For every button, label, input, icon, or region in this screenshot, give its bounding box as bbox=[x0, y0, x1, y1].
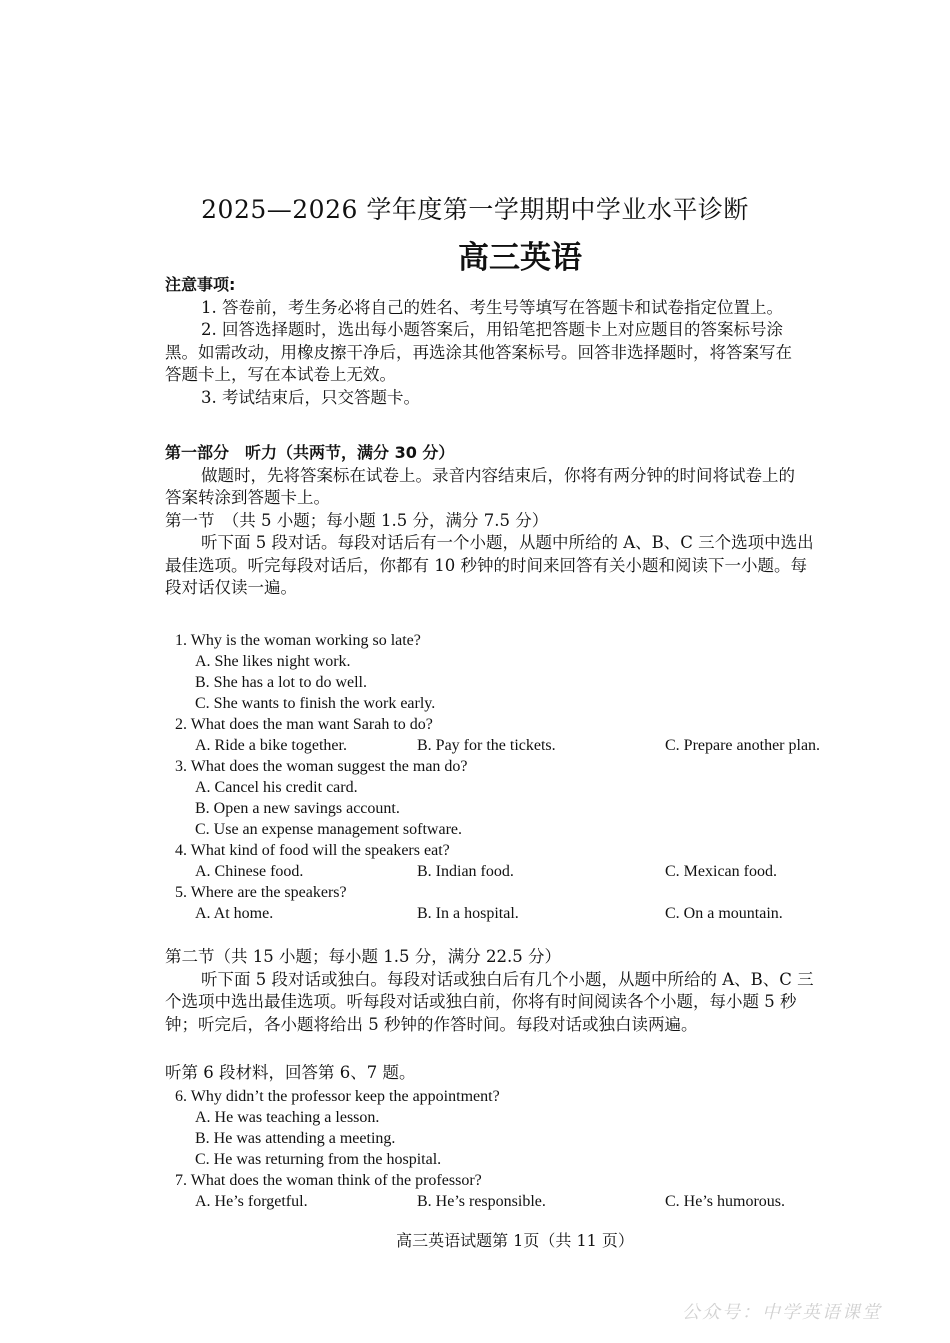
section1-intro-line: 听下面 5 段对话。每段对话后有一个小题，从题中所给的 A、B、C 三个选项中选出 bbox=[201, 533, 814, 552]
section2 bbox=[165, 946, 875, 1036]
notes-item: 1. 答卷前，考生务必将自己的姓名、考生号等填写在答题卡和试卷指定位置上。 bbox=[201, 297, 783, 317]
option-a: A. At home. bbox=[195, 905, 274, 922]
page-footer: 高三英语试题第 1页（共 11 页） bbox=[396, 1231, 634, 1250]
section2-intro-line: 听下面 5 段对话或独白。每段对话或独白后有几个小题，从题中所给的 A、B、C 三 bbox=[201, 969, 814, 989]
option-a: A. Chinese food. bbox=[195, 863, 304, 880]
material-label: 听第 6 段材料，回答第 6、7 题。 bbox=[165, 1063, 416, 1082]
part1-heading: 第一部分 听力（共两节，满分 30 分） bbox=[165, 443, 455, 462]
option-c: C. Use an expense management software. bbox=[195, 821, 463, 838]
question-stem: 2. What does the man want Sarah to do? bbox=[175, 716, 433, 733]
part1-section bbox=[165, 442, 875, 600]
option-a: A. Ride a bike together. bbox=[195, 737, 347, 754]
material-6-heading bbox=[165, 1062, 875, 1085]
option-c: C. Prepare another plan. bbox=[665, 737, 821, 754]
questions-section2 bbox=[175, 1086, 785, 1212]
notes-heading: 注意事项: bbox=[165, 275, 236, 294]
option-row bbox=[175, 861, 777, 882]
option-b: B. Open a new savings account. bbox=[195, 800, 400, 817]
option-b: B. Indian food. bbox=[417, 863, 514, 880]
watermark: 公众号：中学英语课堂 bbox=[682, 1302, 882, 1323]
question-stem: 1. Why is the woman working so late? bbox=[175, 632, 421, 649]
notes-item: 黑。如需改动，用橡皮擦干净后，再选涂其他答案标号。回答非选择题时，将答案写在 bbox=[165, 342, 792, 362]
option-c: C. He’s humorous. bbox=[665, 1193, 785, 1210]
option-row bbox=[175, 1191, 785, 1212]
option-a: A. He was teaching a lesson. bbox=[195, 1109, 380, 1126]
option-a: A. He’s forgetful. bbox=[195, 1193, 308, 1210]
option-b: B. He was attending a meeting. bbox=[195, 1130, 396, 1147]
question-stem: 5. Where are the speakers? bbox=[175, 884, 347, 901]
exam-subject: 高三英语 bbox=[458, 240, 582, 276]
notes-item: 答题卡上，写在本试卷上无效。 bbox=[165, 365, 396, 384]
option-c: C. She wants to finish the work early. bbox=[195, 695, 436, 712]
section1-heading: 第一节 （共 5 小题；每小题 1.5 分，满分 7.5 分） bbox=[165, 510, 549, 530]
section2-intro-line: 钟；听完后，各小题将给出 5 秒钟的作答时间。每段对话或独白读两遍。 bbox=[165, 1014, 698, 1034]
option-row bbox=[175, 735, 821, 756]
option-b: B. In a hospital. bbox=[417, 905, 519, 922]
part1-intro-line: 答案转涂到答题卡上。 bbox=[165, 488, 330, 507]
section2-intro-line: 个选项中选出最佳选项。听每段对话或独白前，你将有时间阅读各个小题，每小题 5 秒 bbox=[165, 992, 797, 1011]
section2-heading: 第二节（共 15 小题；每小题 1.5 分，满分 22.5 分） bbox=[165, 947, 561, 966]
section1-intro-line: 最佳选项。听完每段对话后，你都有 10 秒钟的时间来回答有关小题和阅读下一小题。每 bbox=[165, 555, 807, 575]
option-c: C. He was returning from the hospital. bbox=[195, 1151, 442, 1168]
question-stem: 3. What does the woman suggest the man do? bbox=[175, 758, 468, 775]
question-stem: 7. What does the woman think of the professor? bbox=[175, 1172, 482, 1189]
option-b: B. Pay for the tickets. bbox=[417, 737, 556, 754]
option-a: A. She likes night work. bbox=[195, 653, 351, 670]
part1-intro-line: 做题时，先将答案标在试卷上。录音内容结束后，你将有两分钟的时间将试卷上的 bbox=[201, 465, 795, 485]
question-stem: 6. Why didn’t the professor keep the appointment? bbox=[175, 1088, 500, 1105]
notes-item: 2. 回答选择题时，选出每小题答案后，用铅笔把答题卡上对应题目的答案标号涂 bbox=[201, 320, 783, 339]
option-row bbox=[175, 903, 783, 924]
notes-item: 3. 考试结束后，只交答题卡。 bbox=[201, 387, 420, 407]
question-stem: 4. What kind of food will the speakers eat? bbox=[175, 842, 450, 859]
option-b: B. She has a lot to do well. bbox=[195, 674, 367, 691]
notes-section bbox=[165, 274, 875, 409]
option-c: C. Mexican food. bbox=[665, 863, 777, 880]
section1-intro-line: 段对话仅读一遍。 bbox=[165, 578, 297, 597]
option-c: C. On a mountain. bbox=[665, 905, 783, 922]
option-a: A. Cancel his credit card. bbox=[195, 779, 358, 796]
questions-section1 bbox=[175, 630, 821, 924]
exam-title: 2025—2026 学年度第一学期期中学业水平诊断 bbox=[201, 195, 749, 224]
option-b: B. He’s responsible. bbox=[417, 1193, 546, 1210]
